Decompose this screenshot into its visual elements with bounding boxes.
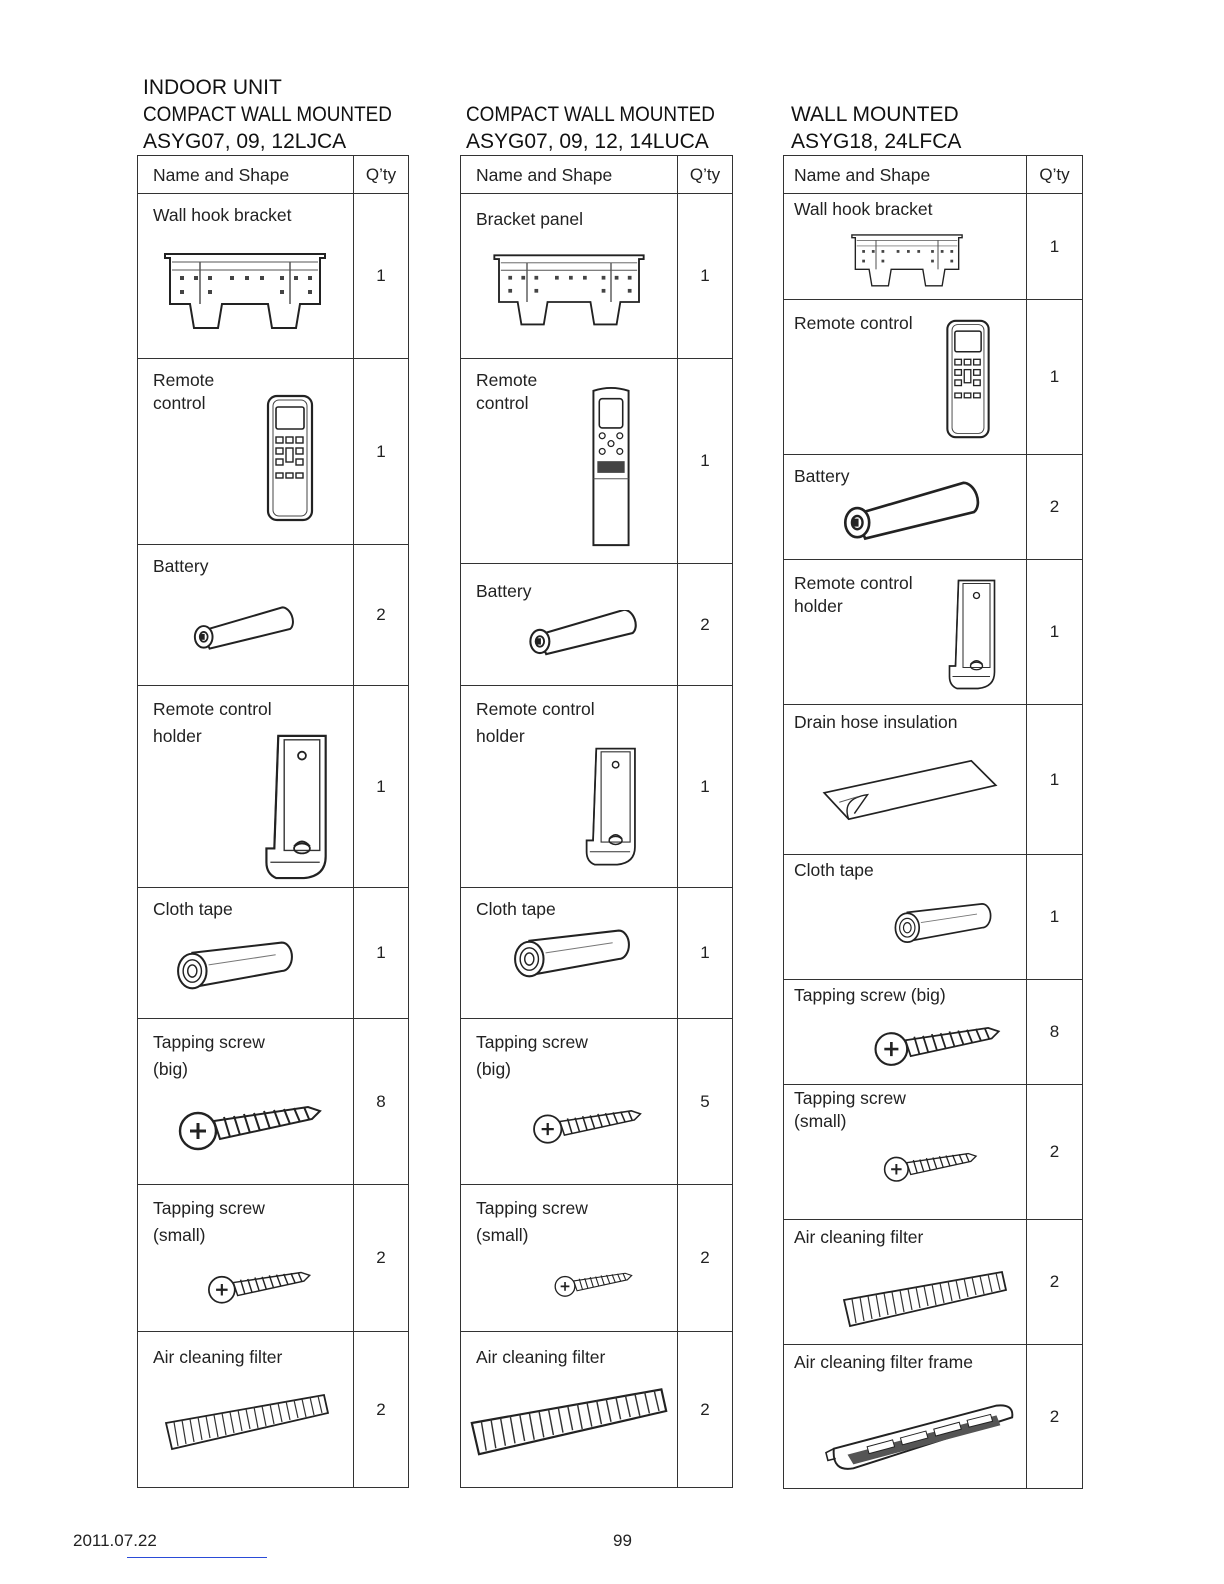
part-name: Battery [153, 556, 209, 576]
column-3-series: WALL MOUNTED [791, 103, 959, 126]
part-qty: 5 [678, 1019, 733, 1185]
air-filter-frame-icon [824, 1395, 1020, 1475]
part-name: Tapping screw (small) [794, 1088, 906, 1131]
part-name: Battery [476, 581, 532, 601]
battery-icon [836, 477, 982, 547]
header-name-and-shape: Name and Shape [784, 156, 1027, 194]
table-row [461, 359, 678, 564]
part-name: Tapping screw (small) [476, 1198, 588, 1245]
part-qty: 2 [1027, 455, 1083, 560]
table-row [461, 1019, 678, 1185]
part-name: Tapping screw (big) [153, 1032, 265, 1079]
table-row [461, 564, 678, 686]
remote-control-icon [589, 385, 633, 551]
remote-holder-icon [264, 726, 336, 884]
parts-table-2 [460, 155, 733, 1488]
part-qty: 2 [1027, 1220, 1083, 1345]
part-qty: 2 [678, 564, 733, 686]
cloth-tape-icon [174, 940, 296, 998]
header-qty: Q’ty [354, 156, 409, 194]
table-row [784, 1085, 1027, 1220]
table-row [138, 888, 354, 1019]
column-1-models: ASYG07, 09, 12LJCA [143, 130, 347, 153]
part-name: Remote control holder [153, 699, 272, 746]
part-qty: 2 [1027, 1345, 1083, 1489]
column-2-models: ASYG07, 09, 12, 14LUCA [466, 130, 709, 153]
remote-control-icon [264, 393, 316, 523]
part-qty: 2 [678, 1185, 733, 1332]
table-row [784, 705, 1027, 855]
part-qty: 1 [1027, 560, 1083, 705]
part-name: Drain hose insulation [794, 712, 958, 732]
battery-icon [523, 610, 639, 656]
table-row [784, 980, 1027, 1085]
table-row [784, 300, 1027, 455]
screw-small-icon [206, 1259, 314, 1309]
table-row [461, 888, 678, 1019]
header-name-and-shape: Name and Shape [461, 156, 678, 194]
table-row [784, 194, 1027, 300]
part-qty: 1 [678, 194, 733, 359]
part-name: Cloth tape [153, 899, 233, 919]
remote-control-icon [942, 318, 994, 440]
part-name: Bracket panel [476, 209, 584, 229]
part-qty: 1 [1027, 194, 1083, 300]
battery-icon [188, 603, 296, 655]
screw-big-icon [872, 1014, 1004, 1070]
part-name: Wall hook bracket [153, 205, 292, 225]
part-name: Tapping screw (big) [476, 1032, 588, 1079]
cloth-tape-icon [892, 901, 994, 951]
part-qty: 1 [678, 359, 733, 564]
part-qty: 2 [354, 1332, 409, 1488]
part-name: Remote control [153, 370, 215, 413]
header-name-and-shape: Name and Shape [138, 156, 354, 194]
table-row [138, 1332, 354, 1488]
table-row [138, 1185, 354, 1332]
table-row [784, 560, 1027, 705]
remote-holder-icon [585, 726, 643, 884]
table-row [784, 1220, 1027, 1345]
part-name: Cloth tape [476, 899, 556, 919]
header-qty: Q’ty [1027, 156, 1083, 194]
part-qty: 1 [678, 686, 733, 888]
bracket-panel-icon [473, 246, 665, 330]
column-1-series: COMPACT WALL MOUNTED [143, 103, 392, 126]
column-3-models: ASYG18, 24LFCA [791, 130, 962, 153]
remote-holder-icon [948, 572, 1002, 694]
part-qty: 1 [354, 686, 409, 888]
table-row [138, 686, 354, 888]
part-qty: 8 [354, 1019, 409, 1185]
part-qty: 1 [1027, 705, 1083, 855]
drain-hose-insulation-icon [820, 757, 1000, 823]
table-row [784, 1345, 1027, 1489]
part-name: Tapping screw (small) [153, 1198, 265, 1245]
table-row [138, 194, 354, 359]
part-qty: 2 [1027, 1085, 1083, 1220]
page-title: INDOOR UNIT [143, 76, 282, 99]
part-qty: 1 [1027, 855, 1083, 980]
part-qty: 1 [354, 888, 409, 1019]
table-row [461, 194, 678, 359]
part-qty: 2 [678, 1332, 733, 1488]
part-name: Battery [794, 466, 850, 486]
table-row [461, 686, 678, 888]
footer-date: 2011.07.22 [73, 1531, 157, 1550]
cloth-tape-icon [511, 928, 633, 986]
air-filter-icon [467, 1384, 671, 1462]
table-row [461, 1332, 678, 1488]
screw-big-icon [176, 1093, 326, 1153]
part-name: Remote control holder [794, 573, 913, 616]
wall-hook-bracket-icon [160, 244, 330, 334]
table-row [138, 545, 354, 686]
header-qty: Q’ty [678, 156, 733, 194]
air-filter-icon [162, 1392, 332, 1454]
screw-small-icon [553, 1261, 635, 1303]
part-name: Air cleaning filter frame [794, 1352, 973, 1372]
air-filter-icon [840, 1268, 1010, 1332]
screw-small-icon [882, 1141, 980, 1187]
part-name: Air cleaning filter [476, 1347, 606, 1367]
table-row [784, 855, 1027, 980]
part-qty: 1 [354, 194, 409, 359]
part-name: Remote control [794, 313, 913, 333]
table-row [461, 1185, 678, 1332]
table-row [138, 359, 354, 545]
part-qty: 1 [1027, 300, 1083, 455]
wall-hook-bracket-icon [814, 228, 1000, 290]
table-row [138, 1019, 354, 1185]
parts-table-1 [137, 155, 409, 1488]
table-row [784, 455, 1027, 560]
footer-rule [127, 1557, 267, 1558]
part-qty: 1 [678, 888, 733, 1019]
column-2-series: COMPACT WALL MOUNTED [466, 103, 715, 126]
part-qty: 2 [354, 1185, 409, 1332]
part-name: Cloth tape [794, 860, 874, 880]
part-name: Wall hook bracket [794, 199, 933, 219]
part-qty: 2 [354, 545, 409, 686]
page-number: 99 [613, 1531, 632, 1550]
parts-table-3 [783, 155, 1083, 1489]
part-qty: 1 [354, 359, 409, 545]
screw-big-icon [531, 1099, 645, 1147]
part-name: Remote control holder [476, 699, 595, 746]
part-name: Tapping screw (big) [794, 985, 946, 1005]
part-qty: 8 [1027, 980, 1083, 1085]
part-name: Air cleaning filter [153, 1347, 283, 1367]
part-name: Remote control [476, 370, 538, 413]
part-name: Air cleaning filter [794, 1227, 924, 1247]
